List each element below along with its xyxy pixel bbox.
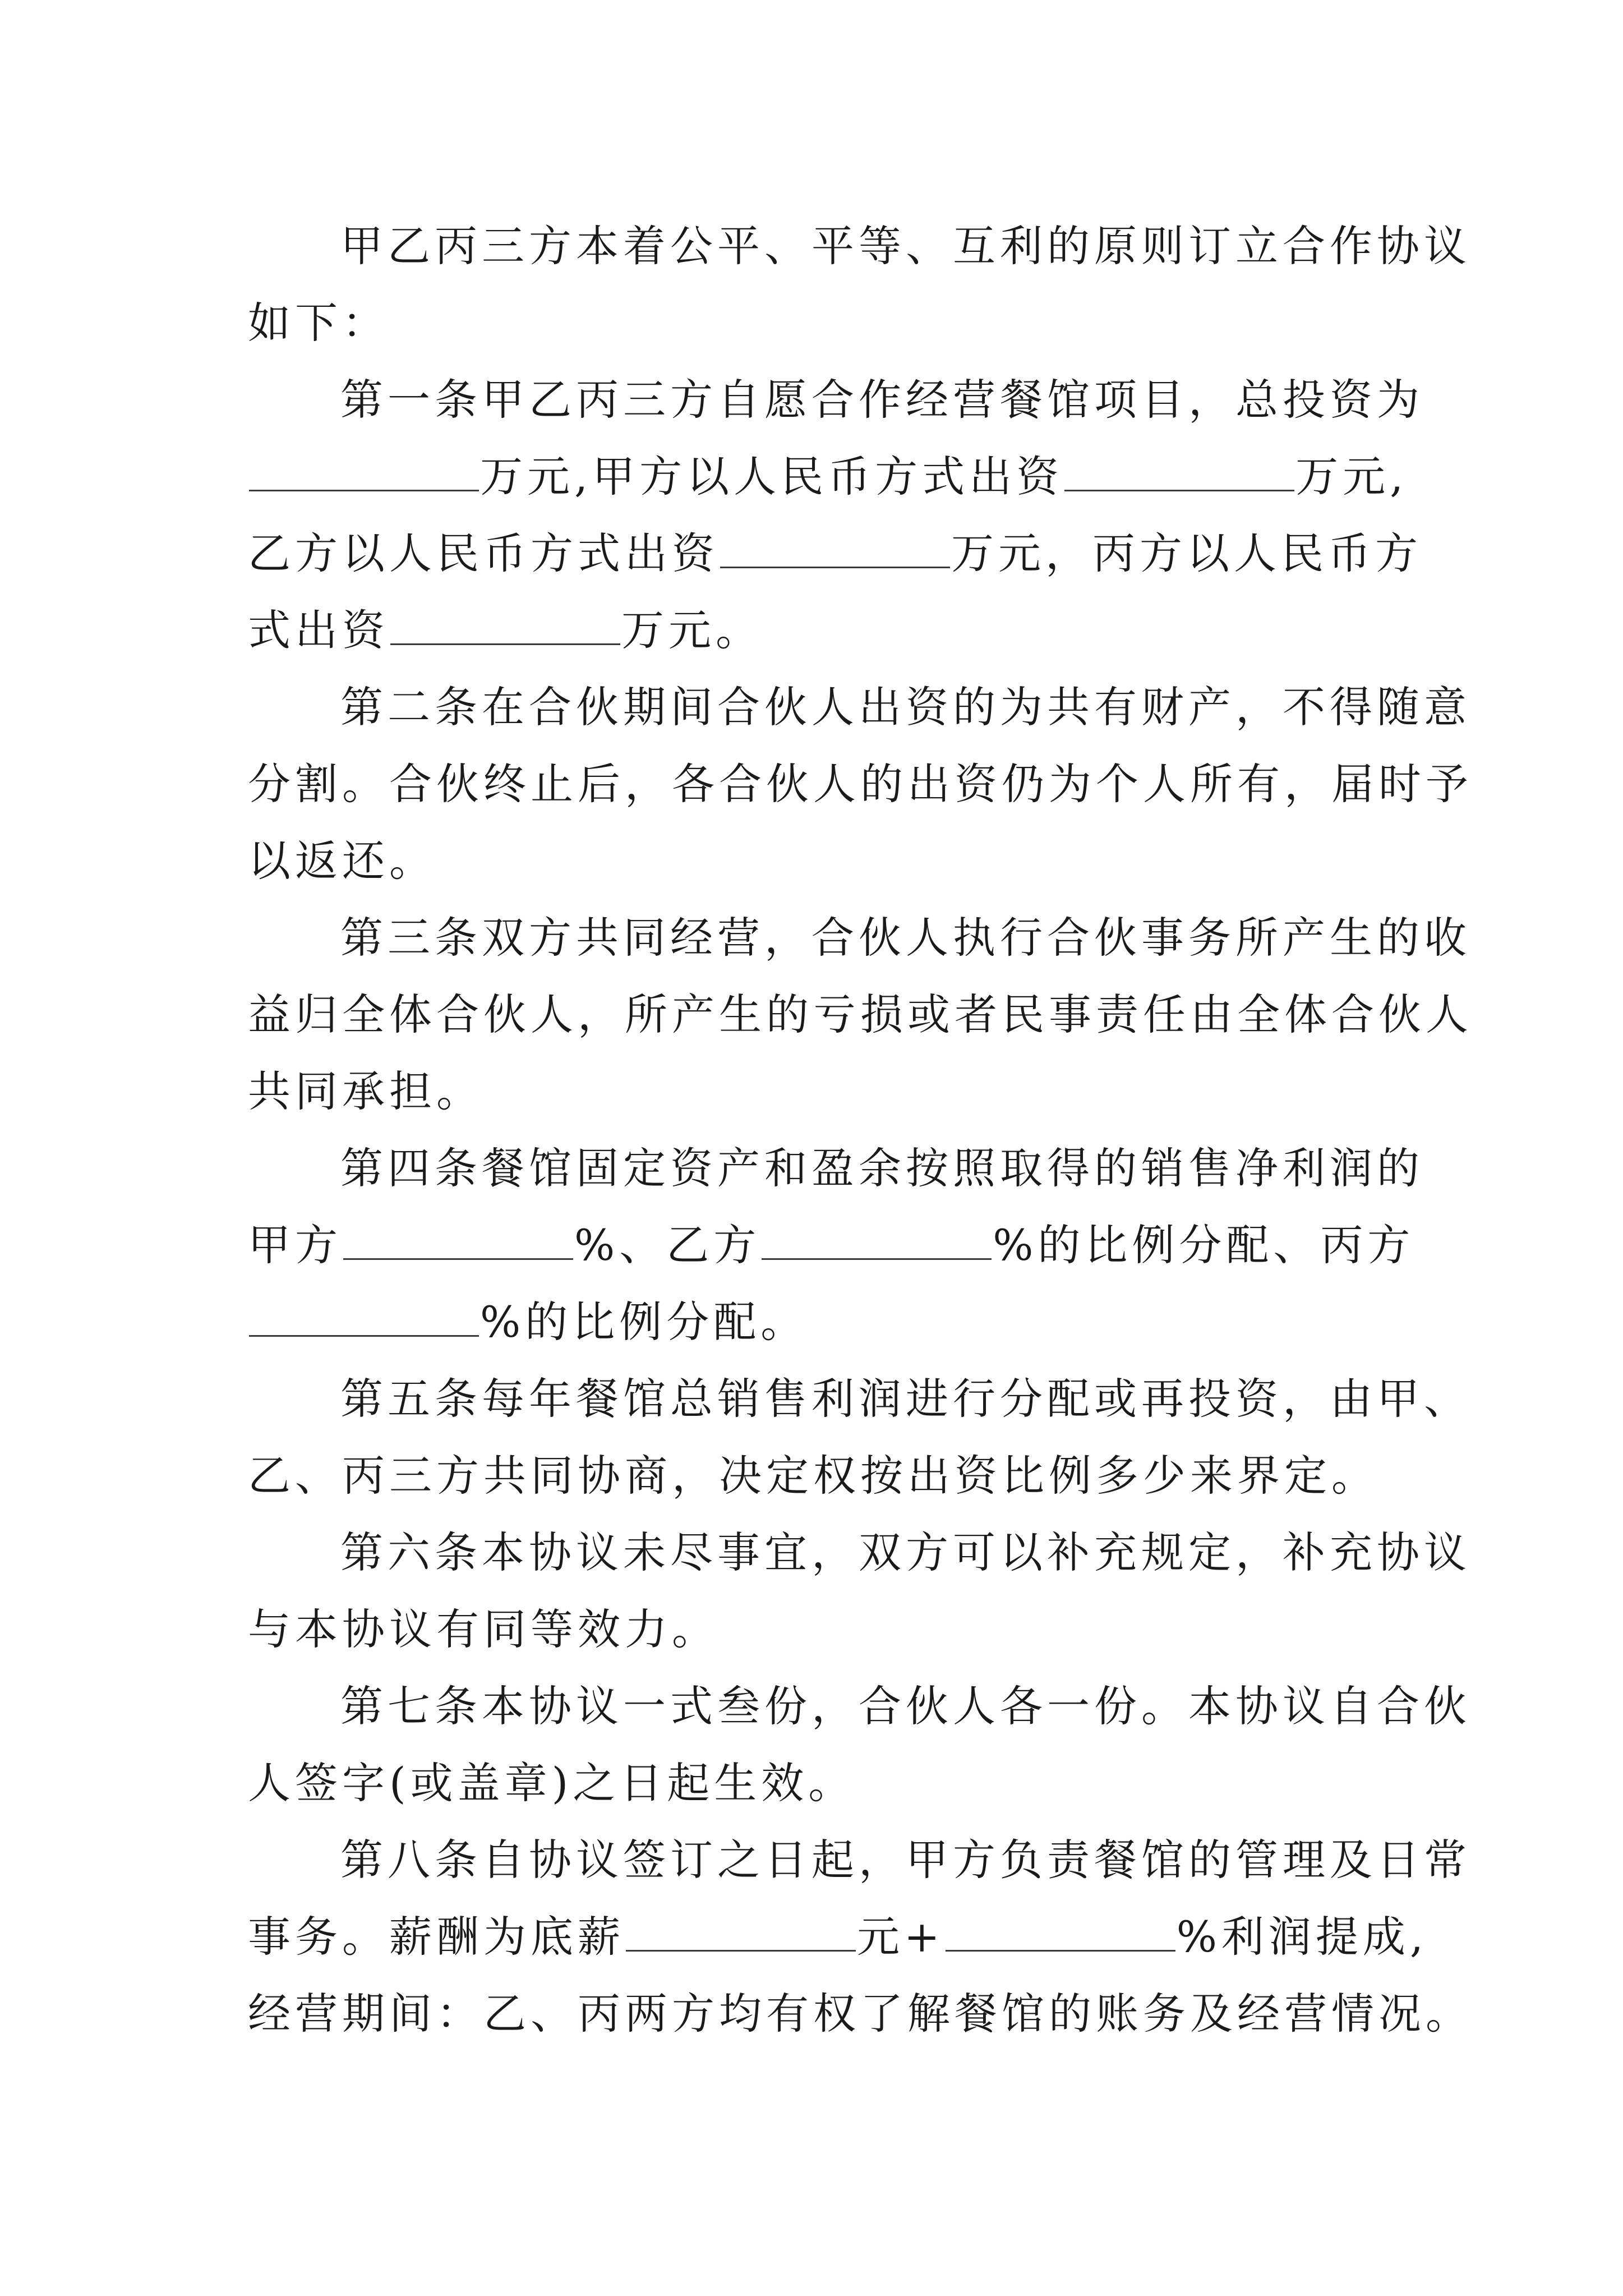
article-4 bbox=[248, 1130, 1424, 1360]
text-line: 与本协议有同等效力。 bbox=[248, 1604, 719, 1654]
article-2 bbox=[248, 669, 1473, 899]
fill-blank-party-c-investment[interactable] bbox=[390, 610, 620, 645]
text-line: 益归全体合伙人，所产生的亏损或者民事责任由全体合伙人 bbox=[248, 990, 1473, 1039]
text-segment: 万元, bbox=[1295, 452, 1408, 501]
text-segment: 甲方 bbox=[248, 1220, 342, 1270]
text-line bbox=[248, 515, 1422, 592]
text-segment: %、乙方 bbox=[574, 1220, 761, 1270]
text-segment: %的比例分配、丙方 bbox=[993, 1220, 1415, 1270]
article-7 bbox=[248, 1668, 1471, 1821]
fill-blank-party-a-investment[interactable] bbox=[1064, 456, 1294, 491]
article-8 bbox=[248, 1821, 1473, 2052]
text-segment: 万元。 bbox=[621, 605, 763, 655]
text-line: 第六条本协议未尽事宜，双方可以补充规定，补充协议 bbox=[340, 1527, 1471, 1577]
fill-blank-profit-commission[interactable] bbox=[946, 1916, 1175, 1952]
text-segment: 乙方以人民币方式出资 bbox=[248, 528, 719, 578]
text-line: 分割。合伙终止后，各合伙人的出资仍为个人所有，届时予 bbox=[248, 759, 1473, 809]
article-1 bbox=[248, 361, 1424, 669]
text-line: 第八条自协议签订之日起，甲方负责餐馆的管理及日常 bbox=[340, 1835, 1471, 1885]
text-segment: %利润提成, bbox=[1176, 1912, 1428, 1962]
fill-blank-party-b-investment[interactable] bbox=[720, 533, 950, 568]
text-line bbox=[248, 592, 1392, 669]
text-line: 人签字(或盖章)之日起生效。 bbox=[248, 1758, 856, 1808]
text-line: 第一条甲乙丙三方自愿合作经营餐馆项目，总投资为 bbox=[340, 375, 1424, 425]
text-line: 第七条本协议一式叁份，合伙人各一份。本协议自合伙 bbox=[340, 1681, 1471, 1731]
fill-blank-party-a-percent[interactable] bbox=[343, 1225, 573, 1260]
text-line: 第三条双方共同经营，合伙人执行合伙事务所产生的收 bbox=[340, 913, 1471, 963]
text-line: 如下： bbox=[248, 298, 389, 348]
article-3 bbox=[248, 899, 1473, 1130]
text-segment: %的比例分配。 bbox=[480, 1297, 808, 1347]
text-line bbox=[248, 1283, 1392, 1360]
fill-blank-total-investment[interactable] bbox=[249, 456, 479, 491]
text-line: 第五条每年餐馆总销售利润进行分配或再投资，由甲、 bbox=[340, 1374, 1471, 1424]
fill-blank-base-salary[interactable] bbox=[626, 1916, 856, 1952]
text-line: 乙、丙三方共同协商，决定权按出资比例多少来界定。 bbox=[248, 1451, 1378, 1501]
article-5 bbox=[248, 1360, 1471, 1514]
fill-blank-party-b-percent[interactable] bbox=[762, 1225, 992, 1260]
document-body bbox=[248, 208, 1473, 2052]
fill-blank-party-c-percent[interactable] bbox=[249, 1301, 479, 1337]
article-6 bbox=[248, 1514, 1471, 1668]
text-segment: 式出资 bbox=[248, 605, 389, 655]
text-line: 经营期间：乙、丙两方均有权了解餐馆的账务及经营情况。 bbox=[248, 1989, 1473, 2039]
text-line: 第二条在合伙期间合伙人出资的为共有财产，不得随意 bbox=[340, 682, 1471, 732]
intro-paragraph bbox=[248, 208, 1471, 361]
text-segment: 元+ bbox=[857, 1912, 944, 1962]
text-line: 第四条餐馆固定资产和盈余按照取得的销售净利润的 bbox=[340, 1143, 1424, 1193]
text-segment: 万元,甲方以人民币方式出资 bbox=[480, 452, 1064, 501]
text-segment: 事务。薪酬为底薪 bbox=[248, 1912, 625, 1962]
text-line bbox=[248, 438, 1408, 515]
text-segment: 万元，丙方以人民币方 bbox=[951, 528, 1422, 578]
text-line bbox=[248, 1207, 1415, 1283]
text-line: 以返还。 bbox=[248, 836, 436, 886]
text-line: 共同承担。 bbox=[248, 1066, 483, 1116]
text-line bbox=[248, 1898, 1428, 1975]
text-line: 甲乙丙三方本着公平、平等、互利的原则订立合作协议 bbox=[340, 221, 1471, 271]
